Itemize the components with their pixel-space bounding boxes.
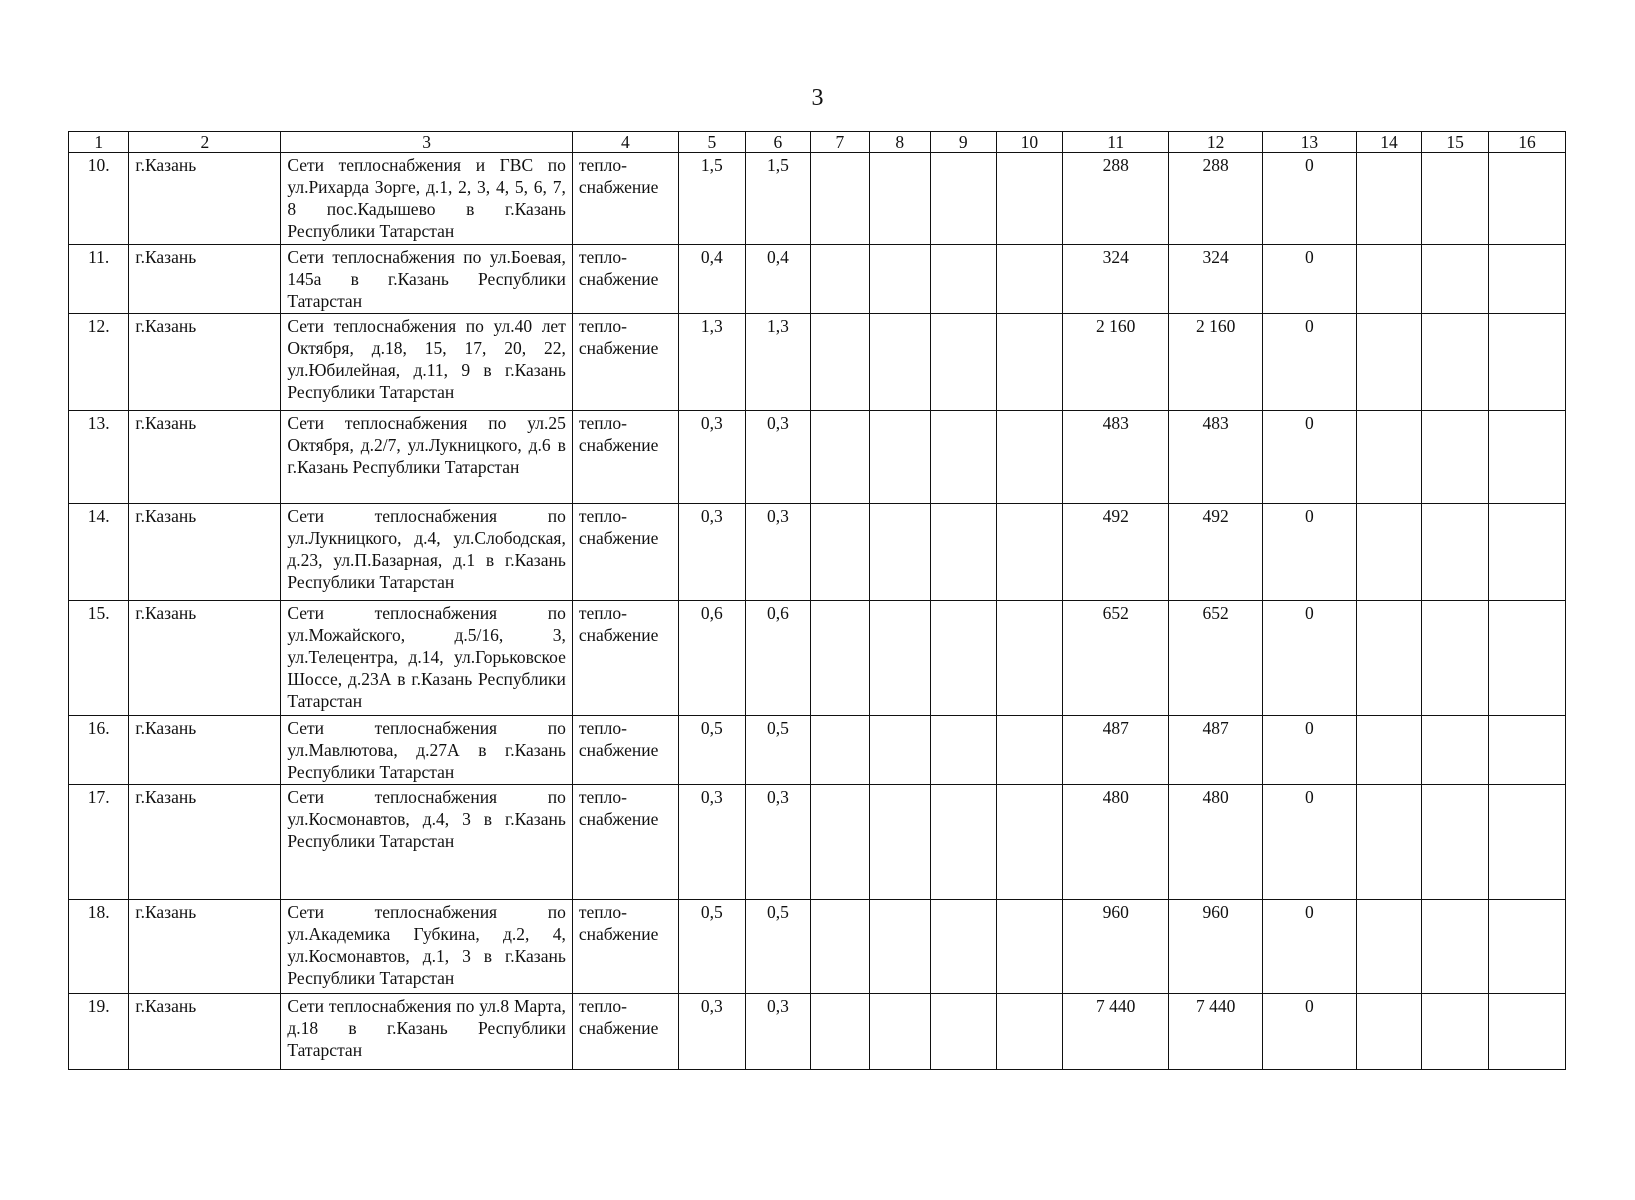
- value-cell: 0,6: [679, 601, 746, 716]
- column-header: 11: [1063, 132, 1169, 153]
- empty-cell: [869, 994, 930, 1070]
- value-cell: 7 440: [1169, 994, 1263, 1070]
- empty-cell: [930, 504, 996, 601]
- empty-cell: [1422, 153, 1489, 245]
- value-cell: 0: [1262, 716, 1356, 785]
- empty-cell: [869, 153, 930, 245]
- value-cell: 1,3: [745, 314, 811, 411]
- empty-cell: [869, 900, 930, 994]
- type-line: тепло-: [578, 155, 627, 175]
- value-cell: 0,3: [679, 994, 746, 1070]
- empty-cell: [811, 411, 869, 504]
- empty-cell: [1356, 716, 1422, 785]
- table-row: [69, 314, 1566, 411]
- page-number: 3: [811, 85, 824, 111]
- empty-cell: [930, 153, 996, 245]
- empty-cell: [930, 411, 996, 504]
- value-cell: 324: [1169, 245, 1263, 314]
- empty-cell: [811, 900, 869, 994]
- type-cell: [572, 504, 678, 601]
- empty-cell: [1488, 900, 1565, 994]
- value-cell: 0: [1262, 411, 1356, 504]
- column-header: 4: [572, 132, 678, 153]
- value-cell: 0: [1262, 504, 1356, 601]
- value-cell: 492: [1169, 504, 1263, 601]
- value-cell: 1,3: [679, 314, 746, 411]
- value-cell: 0: [1262, 785, 1356, 900]
- empty-cell: [930, 900, 996, 994]
- value-cell: 0: [1262, 153, 1356, 245]
- value-cell: 0,3: [745, 504, 811, 601]
- type-cell: [572, 601, 678, 716]
- value-cell: 960: [1169, 900, 1263, 994]
- value-cell: 492: [1063, 504, 1169, 601]
- value-cell: 0,3: [745, 994, 811, 1070]
- column-header: 12: [1169, 132, 1263, 153]
- column-header: 8: [869, 132, 930, 153]
- city-cell: г.Казань: [129, 411, 281, 504]
- type-line: тепло-: [578, 247, 627, 267]
- type-line: снабжение: [578, 1018, 659, 1038]
- value-cell: 480: [1169, 785, 1263, 900]
- table-row: [69, 245, 1566, 314]
- empty-cell: [1422, 785, 1489, 900]
- value-cell: 960: [1063, 900, 1169, 994]
- empty-cell: [1488, 504, 1565, 601]
- table-row: [69, 785, 1566, 900]
- empty-cell: [1356, 314, 1422, 411]
- empty-cell: [996, 601, 1063, 716]
- data-table: [68, 131, 1566, 1070]
- empty-cell: [996, 716, 1063, 785]
- type-line: тепло-: [578, 413, 627, 433]
- empty-cell: [1422, 245, 1489, 314]
- column-header: 3: [281, 132, 572, 153]
- value-cell: 0,3: [745, 785, 811, 900]
- value-cell: 0,3: [745, 411, 811, 504]
- empty-cell: [869, 504, 930, 601]
- empty-cell: [1356, 994, 1422, 1070]
- empty-cell: [1422, 994, 1489, 1070]
- empty-cell: [811, 245, 869, 314]
- type-line: тепло-: [578, 603, 627, 623]
- row-number: 13.: [69, 411, 129, 504]
- empty-cell: [1422, 900, 1489, 994]
- column-header: 16: [1488, 132, 1565, 153]
- empty-cell: [811, 785, 869, 900]
- value-cell: 0,6: [745, 601, 811, 716]
- column-number-row: [69, 132, 1566, 153]
- city-cell: г.Казань: [129, 900, 281, 994]
- value-cell: 1,5: [745, 153, 811, 245]
- empty-cell: [930, 245, 996, 314]
- type-line: тепло-: [578, 506, 627, 526]
- table-row: [69, 411, 1566, 504]
- empty-cell: [1422, 716, 1489, 785]
- type-line: снабжение: [578, 269, 659, 289]
- value-cell: 0,4: [679, 245, 746, 314]
- value-cell: 487: [1169, 716, 1263, 785]
- empty-cell: [996, 785, 1063, 900]
- empty-cell: [869, 411, 930, 504]
- city-cell: г.Казань: [129, 994, 281, 1070]
- row-number: 11.: [69, 245, 129, 314]
- empty-cell: [811, 153, 869, 245]
- row-number: 10.: [69, 153, 129, 245]
- empty-cell: [1356, 900, 1422, 994]
- row-number: 12.: [69, 314, 129, 411]
- row-number: 17.: [69, 785, 129, 900]
- row-number: 18.: [69, 900, 129, 994]
- table-row: [69, 716, 1566, 785]
- object-cell: Сети теплоснабжения по ул.8 Марта, д.18 в г.Казань Республики Татарстан: [281, 994, 572, 1070]
- type-line: тепло-: [578, 787, 627, 807]
- value-cell: 652: [1169, 601, 1263, 716]
- column-header: 13: [1262, 132, 1356, 153]
- column-header: 1: [69, 132, 129, 153]
- type-line: снабжение: [578, 177, 659, 197]
- value-cell: 0,5: [679, 900, 746, 994]
- column-header: 14: [1356, 132, 1422, 153]
- empty-cell: [930, 716, 996, 785]
- value-cell: 0,5: [745, 716, 811, 785]
- type-line: снабжение: [578, 924, 659, 944]
- object-cell: Сети теплоснабжения и ГВС по ул.Рихарда Зорге, д.1, 2, 3, 4, 5, 6, 7, 8 пос.Кадышево в г.Казань Республики Татарстан: [281, 153, 572, 245]
- value-cell: 0,5: [745, 900, 811, 994]
- city-cell: г.Казань: [129, 785, 281, 900]
- type-line: тепло-: [578, 718, 627, 738]
- row-number: 19.: [69, 994, 129, 1070]
- empty-cell: [1488, 153, 1565, 245]
- empty-cell: [1356, 504, 1422, 601]
- type-line: снабжение: [578, 625, 659, 645]
- column-header: 2: [129, 132, 281, 153]
- value-cell: 324: [1063, 245, 1169, 314]
- empty-cell: [930, 601, 996, 716]
- value-cell: 483: [1063, 411, 1169, 504]
- value-cell: 288: [1169, 153, 1263, 245]
- type-line: снабжение: [578, 435, 659, 455]
- object-cell: Сети теплоснабжения по ул.Космонавтов, д.4, 3 в г.Казань Республики Татарстан: [281, 785, 572, 900]
- empty-cell: [1488, 245, 1565, 314]
- column-header: 10: [996, 132, 1063, 153]
- empty-cell: [1356, 411, 1422, 504]
- city-cell: г.Казань: [129, 153, 281, 245]
- empty-cell: [996, 245, 1063, 314]
- object-cell: Сети теплоснабжения по ул.40 лет Октября, д.18, 15, 17, 20, 22, ул.Юбилейная, д.11, 9 в г.Казань Республики Татарстан: [281, 314, 572, 411]
- table-row: [69, 153, 1566, 245]
- empty-cell: [1422, 504, 1489, 601]
- value-cell: 0: [1262, 601, 1356, 716]
- empty-cell: [1422, 601, 1489, 716]
- city-cell: г.Казань: [129, 504, 281, 601]
- table-row: [69, 994, 1566, 1070]
- empty-cell: [811, 314, 869, 411]
- value-cell: 0,3: [679, 411, 746, 504]
- empty-cell: [869, 716, 930, 785]
- type-cell: [572, 314, 678, 411]
- value-cell: 0: [1262, 994, 1356, 1070]
- type-line: снабжение: [578, 740, 659, 760]
- empty-cell: [869, 245, 930, 314]
- value-cell: 0,3: [679, 504, 746, 601]
- empty-cell: [1488, 314, 1565, 411]
- empty-cell: [930, 785, 996, 900]
- value-cell: 0,4: [745, 245, 811, 314]
- type-cell: [572, 153, 678, 245]
- empty-cell: [1488, 716, 1565, 785]
- object-cell: Сети теплоснабжения по ул.25 Октября, д.2/7, ул.Лукницкого, д.6 в г.Казань Республики Татарстан: [281, 411, 572, 504]
- empty-cell: [1488, 411, 1565, 504]
- column-header: 6: [745, 132, 811, 153]
- row-number: 16.: [69, 716, 129, 785]
- empty-cell: [1422, 411, 1489, 504]
- row-number: 14.: [69, 504, 129, 601]
- empty-cell: [1356, 153, 1422, 245]
- type-line: тепло-: [578, 996, 627, 1016]
- empty-cell: [869, 601, 930, 716]
- object-cell: Сети теплоснабжения по ул.Можайского, д.5/16, 3, ул.Телецентра, д.14, ул.Горьковское Шоссе, д.23А в г.Казань Республики Татарстан: [281, 601, 572, 716]
- type-line: тепло-: [578, 316, 627, 336]
- type-line: снабжение: [578, 809, 659, 829]
- type-cell: [572, 900, 678, 994]
- row-number: 15.: [69, 601, 129, 716]
- type-line: снабжение: [578, 338, 659, 358]
- empty-cell: [996, 900, 1063, 994]
- empty-cell: [1356, 601, 1422, 716]
- type-cell: [572, 411, 678, 504]
- empty-cell: [869, 314, 930, 411]
- value-cell: 0,5: [679, 716, 746, 785]
- empty-cell: [1356, 245, 1422, 314]
- type-line: снабжение: [578, 528, 659, 548]
- value-cell: 2 160: [1063, 314, 1169, 411]
- empty-cell: [811, 504, 869, 601]
- type-cell: [572, 785, 678, 900]
- empty-cell: [930, 994, 996, 1070]
- type-cell: [572, 245, 678, 314]
- type-line: тепло-: [578, 902, 627, 922]
- city-cell: г.Казань: [129, 601, 281, 716]
- value-cell: 0: [1262, 900, 1356, 994]
- object-cell: Сети теплоснабжения по ул.Лукницкого, д.4, ул.Слободская, д.23, ул.П.Базарная, д.1 в г.Казань Республики Татарстан: [281, 504, 572, 601]
- value-cell: 7 440: [1063, 994, 1169, 1070]
- column-header: 7: [811, 132, 869, 153]
- empty-cell: [1356, 785, 1422, 900]
- type-cell: [572, 994, 678, 1070]
- empty-cell: [1488, 601, 1565, 716]
- empty-cell: [811, 994, 869, 1070]
- empty-cell: [996, 411, 1063, 504]
- empty-cell: [1488, 994, 1565, 1070]
- table-row: [69, 900, 1566, 994]
- type-cell: [572, 716, 678, 785]
- table-row: [69, 504, 1566, 601]
- column-header: 15: [1422, 132, 1489, 153]
- empty-cell: [930, 314, 996, 411]
- table-row: [69, 601, 1566, 716]
- value-cell: 0,3: [679, 785, 746, 900]
- value-cell: 487: [1063, 716, 1169, 785]
- value-cell: 652: [1063, 601, 1169, 716]
- value-cell: 483: [1169, 411, 1263, 504]
- object-cell: Сети теплоснабжения по ул.Боевая, 145а в г.Казань Республики Татарстан: [281, 245, 572, 314]
- column-header: 9: [930, 132, 996, 153]
- object-cell: Сети теплоснабжения по ул.Мавлютова, д.27А в г.Казань Республики Татарстан: [281, 716, 572, 785]
- city-cell: г.Казань: [129, 314, 281, 411]
- empty-cell: [996, 314, 1063, 411]
- empty-cell: [1422, 314, 1489, 411]
- empty-cell: [996, 153, 1063, 245]
- value-cell: 0: [1262, 245, 1356, 314]
- object-cell: Сети теплоснабжения по ул.Академика Губкина, д.2, 4, ул.Космонавтов, д.1, 3 в г.Казань Республики Татарстан: [281, 900, 572, 994]
- value-cell: 288: [1063, 153, 1169, 245]
- empty-cell: [811, 601, 869, 716]
- empty-cell: [1488, 785, 1565, 900]
- city-cell: г.Казань: [129, 245, 281, 314]
- column-header: 5: [679, 132, 746, 153]
- city-cell: г.Казань: [129, 716, 281, 785]
- empty-cell: [996, 994, 1063, 1070]
- empty-cell: [811, 716, 869, 785]
- value-cell: 1,5: [679, 153, 746, 245]
- empty-cell: [869, 785, 930, 900]
- empty-cell: [996, 504, 1063, 601]
- value-cell: 0: [1262, 314, 1356, 411]
- value-cell: 480: [1063, 785, 1169, 900]
- value-cell: 2 160: [1169, 314, 1263, 411]
